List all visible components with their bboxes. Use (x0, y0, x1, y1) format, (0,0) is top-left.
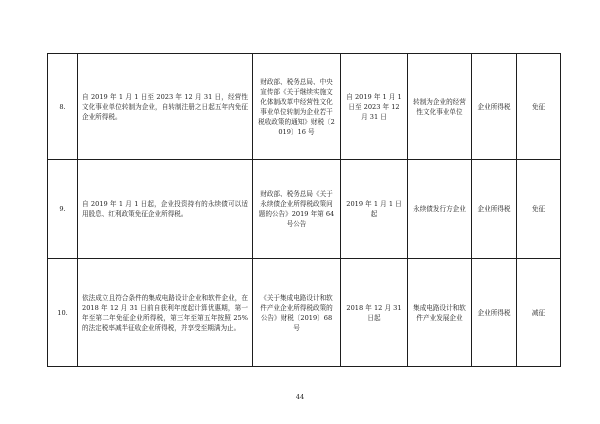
legal-basis: 财政部、税务总局《关于永续债企业所得税政策问题的公告》2019 年第 64 号公告 (253, 160, 341, 259)
legal-basis: 财政部、税务总局、中央宣传部《关于继续实施文化体制改革中经营性文化事业单位转制为企业若干税收政策的通知》财税〔2019〕16 号 (253, 54, 341, 160)
effective-period: 2019 年 1 月 1 日起 (341, 160, 408, 259)
table-row (48, 54, 561, 160)
relief-type: 免征 (517, 54, 561, 160)
table-row (48, 160, 561, 259)
table-row (48, 259, 561, 367)
row-number: 9. (48, 160, 78, 259)
tax-policy-table (47, 53, 561, 367)
effective-period: 自 2019 年 1 月 1 日至 2023 年 12 月 31 日 (341, 54, 408, 160)
tax-category: 企业所得税 (472, 160, 517, 259)
page-number: 44 (295, 393, 305, 401)
legal-basis: 《关于集成电路设计和软件产业企业所得税政策的公告》财税〔2019〕68 号 (253, 259, 341, 367)
policy-description: 依法成立且符合条件的集成电路设计企业和软件企业，在 2018 年 12 月 31 日前自获利年度起计算优惠期，第一年至第二年免征企业所得税，第三年至第五年按照 25%的法定税率减半征收企业所得税，并享受至期满为止。 (78, 259, 253, 367)
policy-description: 自 2019 年 1 月 1 日至 2023 年 12 月 31 日，经营性文化事业单位转制为企业，自转制注册之日起五年内免征企业所得税。 (78, 54, 253, 160)
relief-type: 减征 (517, 259, 561, 367)
eligible-subject: 永续债发行方企业 (408, 160, 472, 259)
effective-period: 2018 年 12 月 31 日起 (341, 259, 408, 367)
eligible-subject: 集成电路设计和软件产业发展企业 (408, 259, 472, 367)
tax-category: 企业所得税 (472, 259, 517, 367)
row-number: 10. (48, 259, 78, 367)
policy-description: 自 2019 年 1 月 1 日起，企业投资持有的永续债可以适用股息、红利政策免征企业所得税。 (78, 160, 253, 259)
eligible-subject: 转制为企业的经营性文化事业单位 (408, 54, 472, 160)
relief-type: 免征 (517, 160, 561, 259)
row-number: 8. (48, 54, 78, 160)
tax-category: 企业所得税 (472, 54, 517, 160)
